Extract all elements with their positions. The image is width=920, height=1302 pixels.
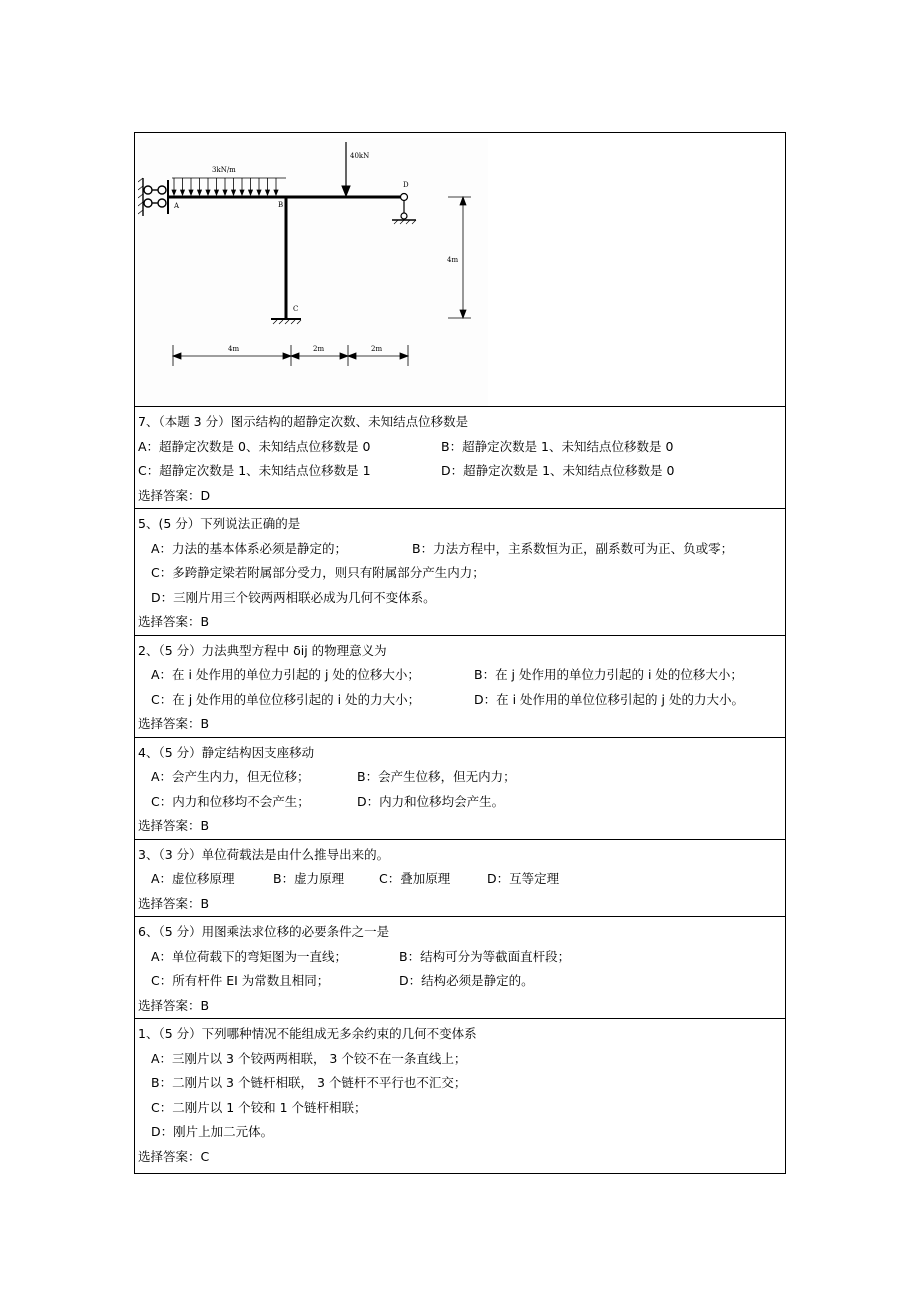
question-4-option-c: C：内力和位移均不会产生； <box>151 793 310 809</box>
question-7-option-c: C：超静定次数是 1、未知结点位移数是 1 <box>138 463 371 478</box>
question-2-option-b: B：在 j 处作用的单位力引起的 i 处的位移大小； <box>474 667 743 682</box>
question-6-answer: 选择答案：B <box>138 997 210 1013</box>
point-load-label: 40kN <box>350 152 370 160</box>
question-1-option-d: D：刚片上加二元体。 <box>151 1124 274 1139</box>
question-3 <box>135 839 785 917</box>
question-7-title: 7、（本题 3 分）图示结构的超静定次数、未知结点位移数是 <box>138 414 469 429</box>
question-6 <box>135 916 785 1018</box>
question-4-option-d: D：内力和位移均会产生。 <box>357 793 505 809</box>
horizontal-dimension-label-1: 4m <box>228 345 240 353</box>
question-1-option-c: C：二刚片以 1 个铰和 1 个链杆相联； <box>151 1099 367 1115</box>
node-label-d: D <box>403 181 409 189</box>
question-6-option-a: A：单位荷载下的弯矩图为一直线； <box>151 948 348 964</box>
question-4-title: 4、（5 分）静定结构因支座移动 <box>138 744 315 760</box>
question-1-title: 1、（5 分）下列哪种情况不能组成无多余约束的几何不变体系 <box>138 1026 477 1041</box>
question-5-answer: 选择答案：B <box>138 614 210 629</box>
question-table <box>134 132 786 1174</box>
question-3-option-a: A：虚位移原理 <box>151 871 235 886</box>
node-label-a: A <box>174 202 180 210</box>
question-4-option-a: A：会产生内力，但无位移； <box>151 769 310 784</box>
question-5-option-c: C：多跨静定梁若附属部分受力，则只有附属部分产生内力； <box>151 565 485 580</box>
question-7 <box>135 406 785 508</box>
question-2-option-c: C：在 j 处作用的单位位移引起的 i 处的力大小； <box>151 691 421 707</box>
question-1-option-a: A：三刚片以 3 个铰两两相联， 3 个铰不在一条直线上； <box>151 1050 467 1066</box>
question-3-answer: 选择答案：B <box>138 895 210 911</box>
question-6-option-b: B：结构可分为等截面直杆段； <box>399 948 571 964</box>
question-2-option-d: D：在 i 处作用的单位位移引起的 j 处的力大小。 <box>474 691 744 707</box>
question-1 <box>135 1018 785 1173</box>
vertical-dimension-label: 4m <box>447 256 459 264</box>
question-5 <box>135 508 785 635</box>
question-2-option-a: A：在 i 处作用的单位力引起的 j 处的位移大小； <box>151 667 420 682</box>
question-4-answer: 选择答案：B <box>138 818 210 833</box>
question-2 <box>135 635 785 737</box>
question-3-title: 3、（3 分）单位荷载法是由什么推导出来的。 <box>138 846 390 862</box>
question-3-option-d: D：互等定理 <box>487 871 560 886</box>
question-6-option-d: D：结构必须是静定的。 <box>399 973 534 988</box>
question-7-option-b: B：超静定次数是 1、未知结点位移数是 0 <box>441 438 674 454</box>
frame-structure-diagram <box>138 138 488 406</box>
structure-figure-cell <box>135 133 785 406</box>
horizontal-dimension-label-2: 2m <box>313 345 325 353</box>
question-5-option-b: B：力法方程中，主系数恒为正，副系数可为正、负或零； <box>412 540 734 556</box>
question-5-title: 5、(5 分）下列说法正确的是 <box>138 516 301 531</box>
question-3-option-b: B：虚力原理 <box>273 871 345 886</box>
question-6-option-c: C：所有杆件 EI 为常数且相同； <box>151 973 330 988</box>
node-label-c: C <box>293 305 299 313</box>
question-1-option-b: B：二刚片以 3 个链杆相联， 3 个链杆不平行也不汇交； <box>151 1075 467 1090</box>
question-7-answer: 选择答案：D <box>138 487 211 503</box>
question-2-title: 2、（5 分）力法典型方程中 δij 的物理意义为 <box>138 642 387 658</box>
question-7-option-d: D：超静定次数是 1、未知结点位移数是 0 <box>441 463 675 478</box>
question-4 <box>135 737 785 839</box>
question-4-option-b: B：会产生位移，但无内力； <box>357 769 516 784</box>
distributed-load-label: 3kN/m <box>212 166 236 174</box>
horizontal-dimension-label-3: 2m <box>371 345 383 353</box>
question-1-answer: 选择答案：C <box>138 1148 210 1164</box>
question-2-answer: 选择答案：B <box>138 716 210 731</box>
question-5-option-a: A：力法的基本体系必须是静定的； <box>151 540 348 556</box>
question-7-option-a: A：超静定次数是 0、未知结点位移数是 0 <box>138 438 371 454</box>
question-5-option-d: D：三刚片用三个铰两两相联必成为几何不变体系。 <box>151 589 436 605</box>
node-label-b: B <box>278 201 284 209</box>
question-6-title: 6、（5 分）用图乘法求位移的必要条件之一是 <box>138 924 390 939</box>
question-3-option-c: C：叠加原理 <box>379 871 451 886</box>
